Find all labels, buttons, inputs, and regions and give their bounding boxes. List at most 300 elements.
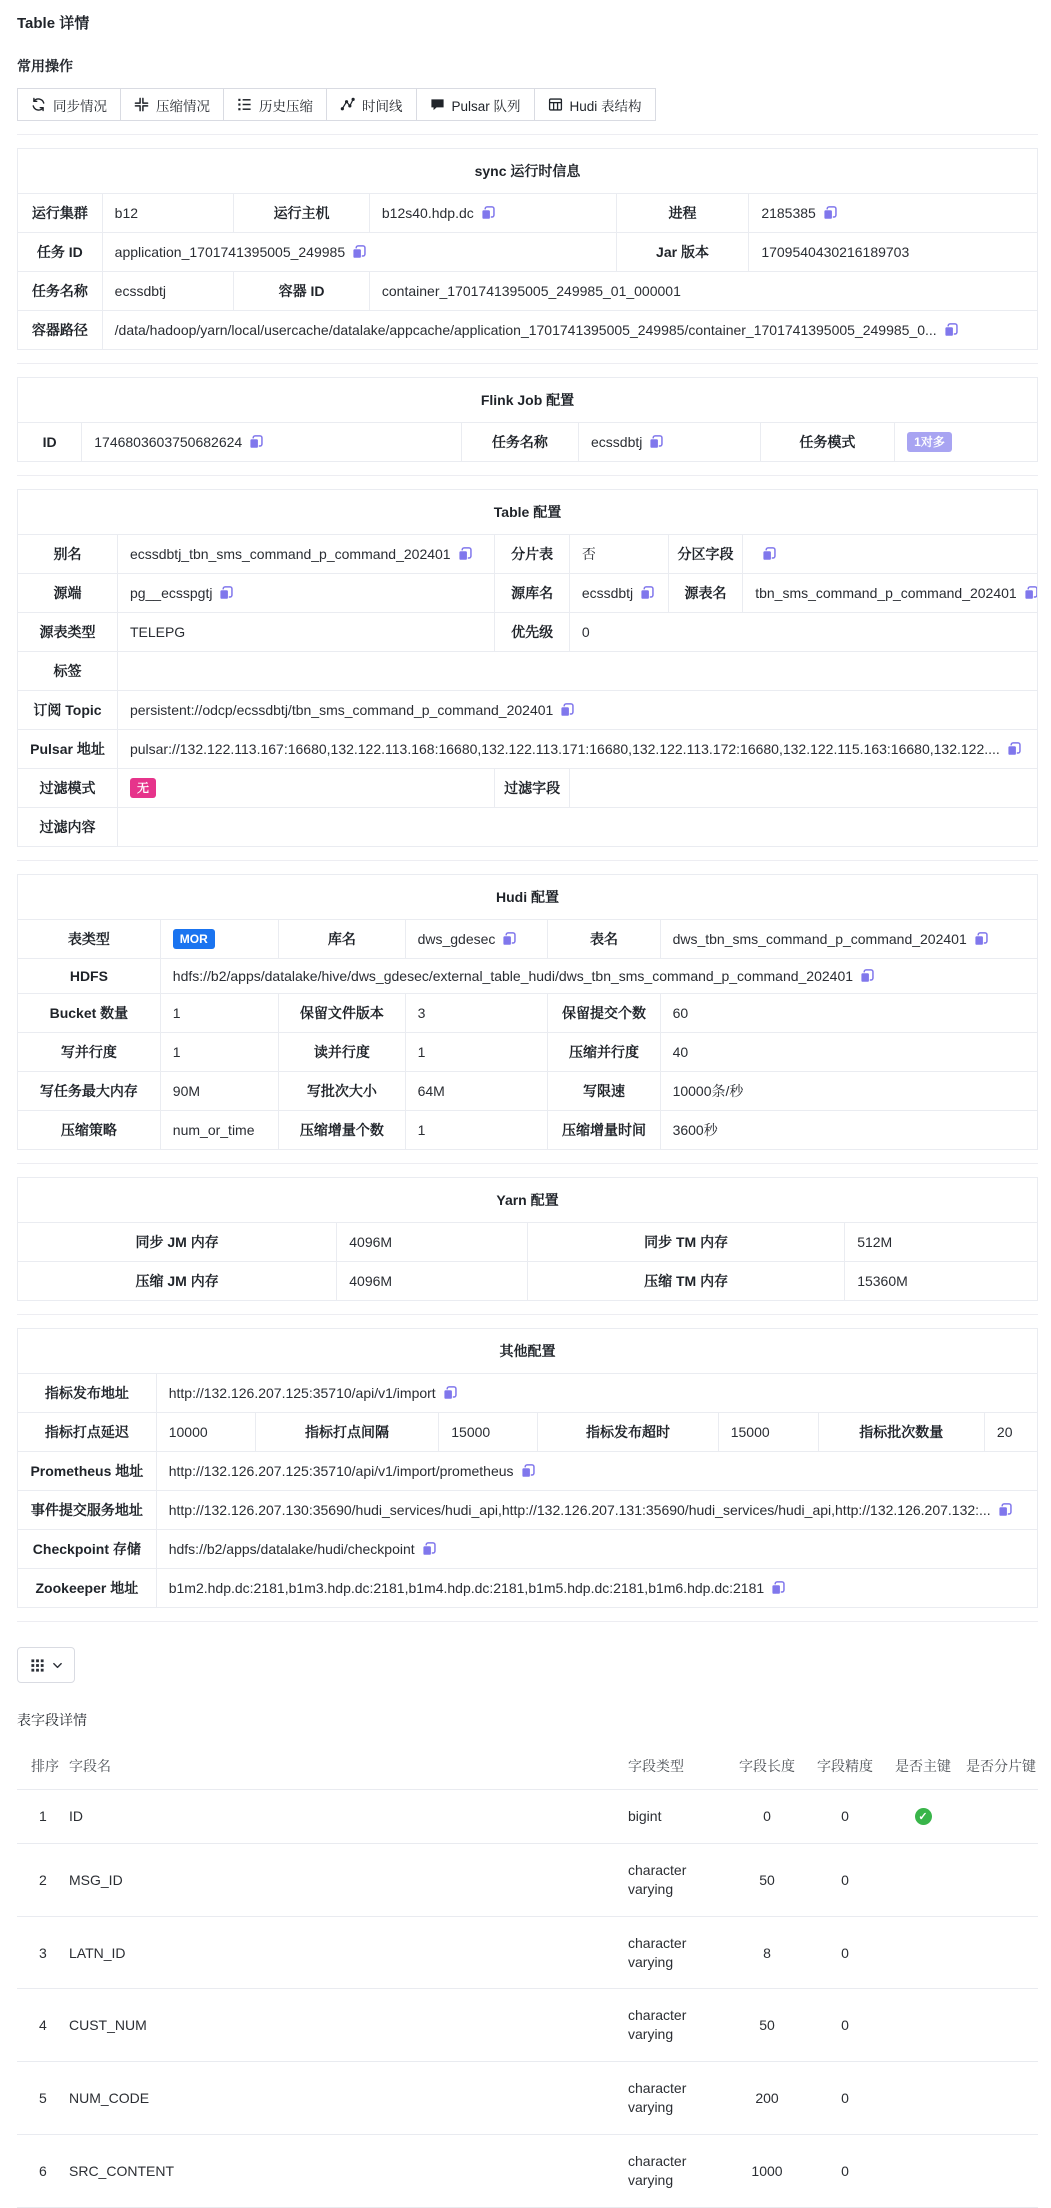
field-value [569,613,1037,652]
field-value [102,311,1037,350]
table-row [17,2135,1038,2208]
field-grid-heading: 表字段详情 [17,1712,87,1728]
field-value-text: 0 [581,624,590,640]
field-label: 任务 ID [18,233,103,272]
field-value [569,535,668,574]
config-row [18,808,1038,847]
hudi-schema-button[interactable] [534,88,656,121]
cell-shard-key [962,1989,1038,2062]
copy-icon[interactable] [823,206,837,220]
field-value [160,1111,278,1150]
field-value-text: ecssdbtj [114,283,167,299]
config-row [18,233,1038,272]
field-table [17,1743,1038,2208]
cell-field-precision: 0 [806,1916,884,1989]
field-label: 读并行度 [279,1033,405,1072]
field-label: 容器 ID [234,272,370,311]
field-value [117,808,1037,847]
field-value-text: 10000 [168,1424,208,1440]
field-label: 过滤模式 [18,769,118,808]
timeline-icon [340,97,355,112]
cell-primary-key [884,1989,962,2062]
field-label: 订阅 Topic [18,691,118,730]
field-label: 任务模式 [760,423,895,462]
config-row [18,423,1038,462]
cell-field-type: bigint [624,1790,728,1844]
cell-field-type: character varying [624,2062,728,2135]
copy-icon[interactable] [443,1386,457,1400]
field-label: 过滤内容 [18,808,118,847]
config-row [18,1413,1038,1452]
cell-field-name: CUST_NUM [65,1989,624,2062]
field-value [405,1072,548,1111]
field-label: 写任务最大内存 [18,1072,161,1111]
toolbar-button-label: 压缩情况 [156,98,210,114]
field-value-text: 15000 [730,1424,770,1440]
field-value-text: 4096M [349,1234,393,1250]
field-value-text: http://132.126.207.130:35690/hudi_services/hudi_api,http://132.126.207.131:35690/hudi_services/hudi_api,http://132.126.207.132:... [168,1502,991,1518]
section-title: Flink Job 配置 [18,378,1038,423]
copy-icon[interactable] [860,969,874,983]
field-label: 别名 [18,535,118,574]
field-value [102,233,616,272]
status-badge: 无 [130,778,156,798]
field-value [845,1223,1038,1262]
copy-icon[interactable] [974,932,988,946]
field-label: 容器路径 [18,311,103,350]
section-table-sync-runtime [17,148,1038,350]
section-title: Yarn 配置 [18,1178,1038,1223]
field-value-text: 1746803603750682624 [94,434,243,450]
section-table-yarn-config [17,1177,1038,1301]
field-value [117,652,1037,691]
field-value-text: http://132.126.207.125:35710/api/v1/import/prometheus [168,1463,514,1479]
field-value [718,1413,818,1452]
field-value-text: b12 [114,205,139,221]
field-value-text: 15360M [857,1273,908,1289]
field-value-text: dws_tbn_sms_command_p_command_202401 [672,931,967,947]
cell-seq: 2 [17,1843,65,1916]
cell-primary-key [884,1790,962,1844]
field-value-text: 1709540430216189703 [761,244,910,260]
field-label: 源端 [18,574,118,613]
field-value [117,574,494,613]
cell-field-precision: 0 [806,2062,884,2135]
field-value-text: ecssdbtj_tbn_sms_command_p_command_202401 [129,546,451,562]
field-value-text: TELEPG [129,624,186,640]
field-value-text: num_or_time [172,1122,255,1138]
field-value [156,1530,1037,1569]
field-value-text: 3 [417,1005,426,1021]
table-row [17,2062,1038,2135]
field-value-text: 1 [172,1044,181,1060]
field-value [160,994,278,1033]
config-row [18,311,1038,350]
field-label: 运行集群 [18,194,103,233]
field-label: 分区字段 [668,535,742,574]
config-row [18,1530,1038,1569]
copy-icon[interactable] [944,323,958,337]
section-divider [17,1314,1038,1315]
timeline-button[interactable] [326,88,417,121]
copy-icon[interactable] [249,435,263,449]
cell-seq: 5 [17,2062,65,2135]
field-value [984,1413,1037,1452]
column-header: 是否主键 [884,1743,962,1790]
field-value-text: 1 [417,1122,426,1138]
compaction-status-button[interactable] [120,88,224,121]
config-row [18,535,1038,574]
status-badge: 1对多 [907,432,952,452]
field-value [156,1374,1037,1413]
field-label: 同步 JM 内存 [18,1223,337,1262]
toolbar-button-label: 时间线 [362,98,403,114]
field-label: 写批次大小 [279,1072,405,1111]
cell-seq: 4 [17,1989,65,2062]
field-value [117,691,1037,730]
field-label: 写并行度 [18,1033,161,1072]
cell-field-length: 0 [728,1790,806,1844]
hudi-table-icon [548,97,563,112]
copy-icon[interactable] [219,586,233,600]
field-value-text: tbn_sms_command_p_command_202401 [755,585,1017,601]
section-table-table-config [17,489,1038,847]
table-row [17,1916,1038,1989]
field-label: 源库名 [495,574,569,613]
field-label: 同步 TM 内存 [527,1223,844,1262]
field-value-text: 1 [417,1044,426,1060]
field-value [743,574,1038,613]
config-row [18,1033,1038,1072]
column-header: 是否分片键 [962,1743,1038,1790]
field-value-text: 20 [996,1424,1013,1440]
field-value [156,1569,1037,1608]
cell-shard-key [962,2062,1038,2135]
field-label: 分片表 [495,535,569,574]
copy-icon[interactable] [1024,586,1038,600]
section-divider [17,860,1038,861]
pulsar-queue-button[interactable] [416,88,535,121]
field-value-text: 15000 [451,1424,491,1440]
operations-toolbar [17,88,1038,121]
column-settings-button[interactable] [17,1647,75,1683]
toolbar-button-label: Pulsar 队列 [451,98,521,114]
field-value [749,194,1038,233]
config-row [18,1374,1038,1413]
field-value-text: ecssdbtj [591,434,643,450]
field-label: 任务名称 [461,423,578,462]
field-value [405,1033,548,1072]
table-row [17,1790,1038,1844]
copy-icon[interactable] [560,703,574,717]
pulsar-chat-icon [430,97,445,112]
status-badge: MOR [173,929,215,949]
section-table-other-config [17,1328,1038,1608]
copy-icon[interactable] [1007,742,1021,756]
field-value-text: pulsar://132.122.113.167:16680,132.122.113.168:16680,132.122.113.171:16680,132.122.113.172:16680,132.122.115.163:16680,132.122.... [129,741,1000,757]
cell-field-length: 200 [728,2062,806,2135]
field-label: 压缩 JM 内存 [18,1262,337,1301]
field-value [660,1033,1037,1072]
sync-status-button[interactable] [17,88,121,121]
field-value [749,233,1038,272]
field-label: 优先级 [495,613,569,652]
field-value-text: 3600秒 [672,1122,718,1138]
section-table-hudi-config [17,874,1038,1150]
cell-field-name: ID [65,1790,624,1844]
section-divider [17,363,1038,364]
field-value-text: http://132.126.207.125:35710/api/v1/import [168,1385,436,1401]
cell-field-precision: 0 [806,1843,884,1916]
field-label: 源表名 [668,574,742,613]
copy-icon[interactable] [762,547,776,561]
field-value [160,959,1037,994]
copy-icon[interactable] [502,932,516,946]
copy-icon[interactable] [998,1503,1012,1517]
cell-field-type: character varying [624,1989,728,2062]
primary-key-check-icon: ✓ [915,1808,932,1825]
field-value [405,1111,548,1150]
cell-field-length: 8 [728,1916,806,1989]
field-label: 写限速 [548,1072,660,1111]
cell-primary-key [884,2135,962,2208]
field-label: 源表类型 [18,613,118,652]
toolbar-button-label: 同步情况 [53,98,107,114]
cell-field-name: LATN_ID [65,1916,624,1989]
field-label: 压缩增量个数 [279,1111,405,1150]
config-row [18,994,1038,1033]
sync-icon [31,97,46,112]
field-label: 进程 [616,194,749,233]
field-label: 任务名称 [18,272,103,311]
section-divider [17,1163,1038,1164]
table-row [17,1989,1038,2062]
field-label: Jar 版本 [616,233,749,272]
copy-icon[interactable] [649,435,663,449]
cell-field-type: character varying [624,2135,728,2208]
field-value-text: application_1701741395005_249985 [114,244,346,260]
field-value-text: 4096M [349,1273,393,1289]
field-value-text: 2185385 [761,205,816,221]
field-label: 运行主机 [234,194,370,233]
field-label: 指标打点间隔 [255,1413,439,1452]
field-value-text: 10000条/秒 [672,1083,744,1099]
cell-field-length: 1000 [728,2135,806,2208]
field-value-text: b1m2.hdp.dc:2181,b1m3.hdp.dc:2181,b1m4.hdp.dc:2181,b1m5.hdp.dc:2181,b1m6.hdp.dc:2181 [168,1580,765,1596]
copy-icon[interactable] [352,245,366,259]
field-label: 表类型 [18,920,161,959]
field-label: 指标发布超时 [538,1413,719,1452]
cell-seq: 3 [17,1916,65,1989]
field-value-text: /data/hadoop/yarn/local/usercache/datalake/appcache/application_1701741395005_249985/container_1701741395005_249985_0... [114,322,937,338]
config-row [18,652,1038,691]
field-value [405,994,548,1033]
field-value-text: hdfs://b2/apps/datalake/hudi/checkpoint [168,1541,415,1557]
cell-field-name: SRC_CONTENT [65,2135,624,2208]
cell-field-type: character varying [624,1916,728,1989]
field-value [117,769,494,808]
config-row [18,1569,1038,1608]
field-value [160,1072,278,1111]
cell-shard-key [962,1916,1038,1989]
cell-field-length: 50 [728,1989,806,2062]
toolbar-button-label: Hudi 表结构 [569,98,642,114]
config-row [18,959,1038,994]
field-value [369,194,616,233]
field-label: 压缩 TM 内存 [527,1262,844,1301]
field-label: 保留文件版本 [279,994,405,1033]
config-row [18,574,1038,613]
section-divider [17,475,1038,476]
cell-field-type: character varying [624,1843,728,1916]
config-row [18,1111,1038,1150]
field-label: 过滤字段 [495,769,569,808]
field-label: 库名 [279,920,405,959]
field-label: Zookeeper 地址 [18,1569,157,1608]
config-sections [17,134,1038,1608]
table-row [17,1843,1038,1916]
section-divider [17,1621,1038,1622]
section-divider [17,134,1038,135]
config-row [18,1452,1038,1491]
field-value [117,730,1037,769]
config-row [18,1072,1038,1111]
common-operations-heading: 常用操作 [17,58,73,74]
field-value [156,1452,1037,1491]
field-value [337,1262,528,1301]
cell-field-precision: 0 [806,1989,884,2062]
field-label: Pulsar 地址 [18,730,118,769]
cell-shard-key [962,1843,1038,1916]
field-value-text: dws_gdesec [417,931,496,947]
field-label: Checkpoint 存储 [18,1530,157,1569]
field-value [569,769,1037,808]
history-compaction-button[interactable] [223,88,327,121]
config-row [18,1262,1038,1301]
cell-field-name: MSG_ID [65,1843,624,1916]
field-value [337,1223,528,1262]
history-list-icon [237,97,252,112]
field-value-text: 60 [672,1005,689,1021]
field-value-text: hdfs://b2/apps/datalake/hive/dws_gdesec/external_table_hudi/dws_tbn_sms_command_p_command_202401 [172,968,854,984]
field-value-text: persistent://odcp/ecssdbtj/tbn_sms_command_p_command_202401 [129,702,554,718]
field-label: 压缩策略 [18,1111,161,1150]
field-value [845,1262,1038,1301]
section-title: Hudi 配置 [18,875,1038,920]
field-label: 指标批次数量 [818,1413,984,1452]
copy-icon[interactable] [771,1581,785,1595]
cell-field-precision: 0 [806,2135,884,2208]
field-label: 事件提交服务地址 [18,1491,157,1530]
field-value-text: b12s40.hdp.dc [381,205,474,221]
config-row [18,1223,1038,1262]
section-title: Table 配置 [18,490,1038,535]
column-header: 排序 [17,1743,65,1790]
cell-seq: 6 [17,2135,65,2208]
field-value-text: container_1701741395005_249985_01_000001 [381,283,681,299]
field-value-text: 90M [172,1083,201,1099]
config-row [18,272,1038,311]
field-label: 指标打点延迟 [18,1413,157,1452]
page-title: Table 详情 [17,15,90,32]
field-value [660,1111,1037,1150]
field-value [160,1033,278,1072]
chevron-down-icon [52,1660,63,1671]
field-label: 指标发布地址 [18,1374,157,1413]
field-value-text: ecssdbtj [581,585,634,601]
cell-field-length: 50 [728,1843,806,1916]
cell-primary-key [884,2062,962,2135]
cell-shard-key [962,2135,1038,2208]
field-value-text: 64M [417,1083,445,1099]
compress-icon [134,97,149,112]
field-label: Bucket 数量 [18,994,161,1033]
config-row [18,194,1038,233]
copy-icon[interactable] [521,1464,535,1478]
config-row [18,730,1038,769]
field-value-text: 40 [672,1044,689,1060]
field-value-text: 512M [857,1234,893,1250]
field-label: 保留提交个数 [548,994,660,1033]
field-value [160,920,278,959]
field-label: 表名 [548,920,660,959]
field-value [660,920,1037,959]
field-value [102,194,234,233]
cell-shard-key [962,1790,1038,1844]
column-header: 字段类型 [624,1743,728,1790]
field-value [579,423,761,462]
field-value [660,1072,1037,1111]
field-value [156,1413,255,1452]
config-row [18,769,1038,808]
column-header: 字段精度 [806,1743,884,1790]
field-value [82,423,461,462]
copy-icon[interactable] [458,547,472,561]
field-label: 压缩并行度 [548,1033,660,1072]
field-value-text: pg__ecsspgtj [129,585,213,601]
grid-icon [30,1658,45,1673]
field-value [102,272,234,311]
field-value [660,994,1037,1033]
field-value [743,535,1038,574]
field-label: 标签 [18,652,118,691]
field-value [895,423,1038,462]
field-value [117,613,494,652]
config-row [18,613,1038,652]
field-value-text: 1 [172,1005,181,1021]
cell-field-precision: 0 [806,1790,884,1844]
field-value [569,574,668,613]
field-label: 压缩增量时间 [548,1111,660,1150]
section-title: sync 运行时信息 [18,149,1038,194]
field-value [405,920,548,959]
copy-icon[interactable] [640,586,654,600]
section-table-flink-job [17,377,1038,462]
field-label: HDFS [18,959,161,994]
column-header: 字段长度 [728,1743,806,1790]
cell-primary-key [884,1916,962,1989]
column-header: 字段名 [65,1743,624,1790]
copy-icon[interactable] [481,206,495,220]
field-label: Prometheus 地址 [18,1452,157,1491]
field-label: ID [18,423,82,462]
field-value-text: 否 [581,546,596,562]
field-table-header-row [17,1743,1038,1790]
toolbar-button-label: 历史压缩 [259,98,313,114]
field-value [439,1413,538,1452]
config-row [18,1491,1038,1530]
copy-icon[interactable] [422,1542,436,1556]
